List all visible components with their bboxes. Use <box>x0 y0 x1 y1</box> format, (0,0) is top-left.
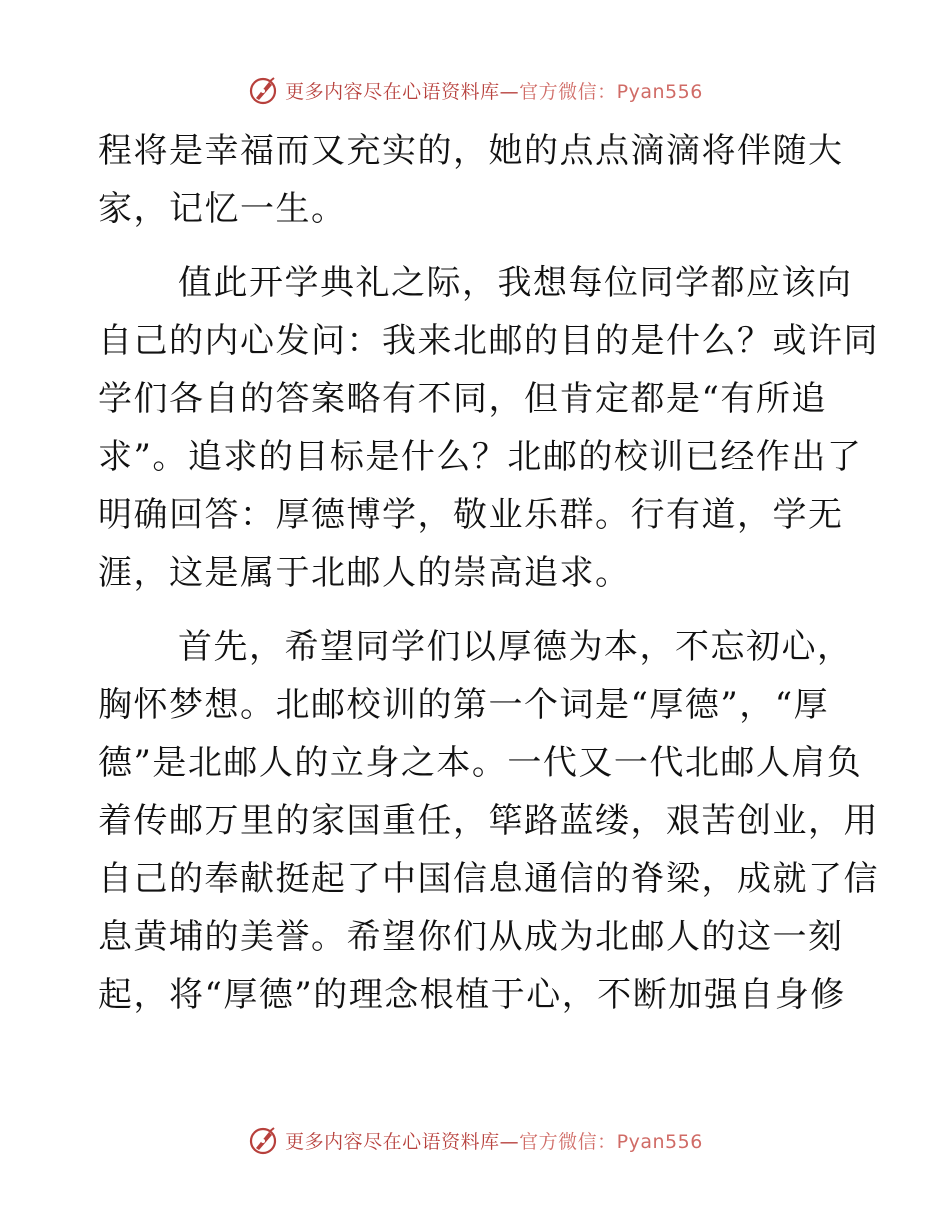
text-line: 求”。追求的目标是什么？北邮的校训已经作出了 <box>98 437 863 477</box>
paragraph-3 <box>98 618 879 1024</box>
header-brand-text <box>285 77 703 104</box>
text-line: 程将是幸福而又充实的，她的点点滴滴将伴随大 <box>98 131 844 171</box>
text-line: 胸怀梦想。北邮校训的第一个词是“厚德”，“厚 <box>98 685 830 725</box>
footer-brand-text <box>285 1127 703 1154</box>
paragraph-2 <box>98 254 879 602</box>
text-line: 息黄埔的美誉。希望你们从成为北邮人的这一刻 <box>98 917 844 957</box>
text-line: 自己的奉献挺起了中国信息通信的脊梁，成就了信 <box>98 859 879 899</box>
header-banner <box>0 70 950 110</box>
header-separator: — <box>499 80 520 103</box>
header-brand-label: 更多内容尽在心语资料库 <box>285 80 500 103</box>
quill-pen-logo-icon <box>247 1124 279 1156</box>
text-line: 明确回答：厚德博学，敬业乐群。行有道，学无 <box>98 495 844 535</box>
text-line: 值此开学典礼之际，我想每位同学都应该向 <box>178 263 853 303</box>
footer-banner <box>0 1120 950 1160</box>
footer-wechat-label: 官方微信：Pyan556 <box>519 1130 703 1153</box>
header-wechat-label: 官方微信：Pyan556 <box>519 80 703 103</box>
text-line: 着传邮万里的家国重任，筚路蓝缕，艰苦创业，用 <box>98 801 879 841</box>
footer-separator: — <box>499 1130 520 1153</box>
text-line: 德”是北邮人的立身之本。一代又一代北邮人肩负 <box>98 743 863 783</box>
text-line: 首先，希望同学们以厚德为本，不忘初心， <box>178 627 853 667</box>
text-line: 涯，这是属于北邮人的崇高追求。 <box>98 553 631 593</box>
text-line: 自己的内心发问：我来北邮的目的是什么？或许同 <box>98 321 879 361</box>
paragraph-1 <box>98 122 858 238</box>
quill-pen-logo-icon <box>247 74 279 106</box>
text-line: 家，记忆一生。 <box>98 189 347 229</box>
document-body <box>98 122 879 1024</box>
text-line: 起，将“厚德”的理念根植于心，不断加强自身修 <box>98 975 846 1015</box>
footer-brand-label: 更多内容尽在心语资料库 <box>285 1130 500 1153</box>
text-line: 学们各自的答案略有不同，但肯定都是“有所追 <box>98 379 827 419</box>
